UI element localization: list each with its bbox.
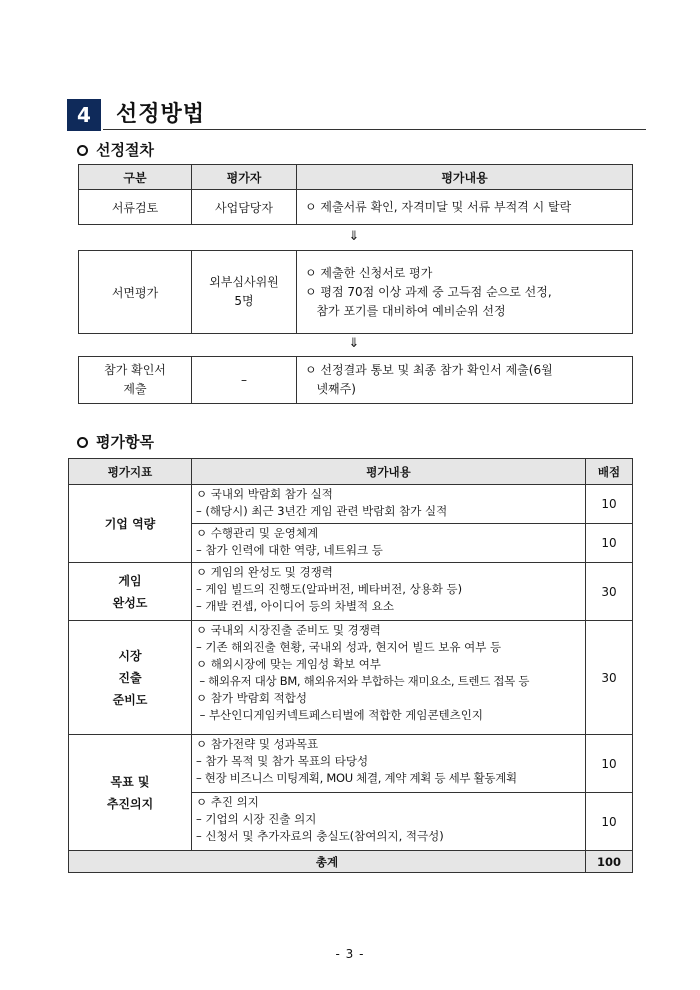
proc-category: 서면평가 bbox=[79, 251, 192, 334]
proc-content-line: 넷째주) bbox=[305, 382, 356, 396]
eval-score: 30 bbox=[586, 621, 633, 735]
section-number-badge: 4 bbox=[67, 99, 101, 131]
eval-total-score: 100 bbox=[586, 851, 633, 873]
down-arrow-icon: ⇓ bbox=[348, 336, 360, 351]
section-title: 선정방법 bbox=[116, 101, 206, 127]
eval-criteria bbox=[69, 563, 192, 621]
eval-line: – (해당시) 최근 3년간 게임 관련 박람회 참가 실적 bbox=[196, 504, 448, 518]
eval-criteria-line: 추진의지 bbox=[106, 796, 154, 811]
eval-content bbox=[192, 524, 586, 563]
eval-score: 10 bbox=[586, 735, 633, 793]
proc-evaluator-line: 외부심사위원 bbox=[209, 275, 279, 289]
down-arrow-icon: ⇓ bbox=[348, 229, 360, 244]
procedure-heading-text: 선정절차 bbox=[96, 141, 154, 159]
proc-content-line: 참가 포기를 대비하여 예비순위 선정 bbox=[305, 303, 506, 318]
proc-evaluator bbox=[192, 251, 297, 334]
procedure-table-2 bbox=[78, 250, 633, 334]
evaluation-heading-text: 평가항목 bbox=[96, 433, 154, 451]
eval-line: ㅇ 참가전략 및 성과목표 bbox=[196, 737, 319, 751]
proc-content-line: ㅇ 선정결과 통보 및 최종 참가 확인서 제출(6월 bbox=[305, 363, 553, 377]
page-number: - 3 - bbox=[335, 947, 365, 961]
eval-line: – 현장 비즈니스 미팅계획, MOU 체결, 계약 계획 등 세부 활동계획 bbox=[196, 771, 517, 785]
eval-line: – 기업의 시장 진출 의지 bbox=[196, 812, 317, 826]
proc-content-line: ㅇ 평점 70점 이상 과제 중 고득점 순으로 선정, bbox=[305, 284, 552, 299]
eval-line: ㅇ 국내외 시장진출 준비도 및 경쟁력 bbox=[196, 623, 381, 637]
circle-bullet-icon bbox=[77, 437, 88, 448]
eval-header-score: 배점 bbox=[586, 459, 633, 485]
eval-criteria-line: 시장 bbox=[118, 648, 142, 663]
header-category: 구분 bbox=[79, 165, 192, 190]
eval-total-label: 총계 bbox=[69, 851, 586, 873]
eval-score: 30 bbox=[586, 563, 633, 621]
eval-criteria: 기업 역량 bbox=[69, 485, 192, 563]
proc-evaluator: – bbox=[192, 357, 297, 404]
proc-category-line: 제출 bbox=[123, 382, 147, 396]
evaluation-table bbox=[68, 458, 633, 873]
evaluation-heading bbox=[77, 431, 154, 452]
circle-bullet-icon bbox=[77, 145, 88, 156]
header-content: 평가내용 bbox=[297, 165, 633, 190]
eval-line: ㅇ 해외시장에 맞는 게임성 확보 여부 bbox=[196, 657, 381, 671]
proc-content bbox=[297, 251, 633, 334]
eval-line: – 기존 해외진출 현황, 국내외 성과, 현지어 빌드 보유 여부 등 bbox=[196, 640, 502, 654]
section-title-rule bbox=[103, 129, 646, 130]
procedure-heading bbox=[77, 139, 154, 160]
eval-line: – 참가 인력에 대한 역량, 네트워크 등 bbox=[196, 543, 383, 557]
eval-header-criteria: 평가지표 bbox=[69, 459, 192, 485]
eval-criteria-line: 게임 bbox=[118, 573, 142, 588]
eval-score: 10 bbox=[586, 524, 633, 563]
proc-category: 서류검토 bbox=[79, 190, 192, 225]
proc-evaluator: 사업담당자 bbox=[192, 190, 297, 225]
eval-criteria bbox=[69, 735, 192, 851]
proc-category-line: 참가 확인서 bbox=[104, 363, 166, 377]
eval-line: ㅇ 국내외 박람회 참가 실적 bbox=[196, 487, 333, 501]
eval-line: ㅇ 게임의 완성도 및 경쟁력 bbox=[196, 565, 333, 579]
eval-criteria-line: 준비도 bbox=[112, 692, 148, 707]
header-evaluator: 평가자 bbox=[192, 165, 297, 190]
proc-content-line: ㅇ 제출서류 확인, 자격미달 및 서류 부적격 시 탈락 bbox=[297, 190, 633, 225]
eval-line: – 개발 컨셉, 아이디어 등의 차별적 요소 bbox=[196, 599, 394, 613]
eval-content bbox=[192, 563, 586, 621]
eval-line: ㅇ 참가 박람회 적합성 bbox=[196, 691, 307, 705]
eval-content bbox=[192, 485, 586, 524]
eval-line: – 해외유저 대상 BM, 해외유저와 부합하는 재미요소, 트렌드 접목 등 bbox=[196, 674, 530, 688]
proc-category bbox=[79, 357, 192, 404]
proc-content-line: ㅇ 제출한 신청서로 평가 bbox=[305, 265, 433, 280]
eval-line: – 게임 빌드의 진행도(알파버전, 베타버전, 상용화 등) bbox=[196, 582, 463, 596]
procedure-table-3 bbox=[78, 356, 633, 404]
eval-criteria-line: 완성도 bbox=[112, 595, 148, 610]
eval-header-content: 평가내용 bbox=[192, 459, 586, 485]
proc-content bbox=[297, 357, 633, 404]
proc-evaluator-line: 5명 bbox=[234, 294, 254, 308]
eval-line: – 부산인디게임커넥트페스티벌에 적합한 게임콘텐츠인지 bbox=[196, 708, 483, 722]
eval-criteria-line: 진출 bbox=[118, 670, 142, 685]
eval-content bbox=[192, 735, 586, 793]
procedure-table-1 bbox=[78, 164, 633, 225]
eval-line: ㅇ 수행관리 및 운영체계 bbox=[196, 526, 319, 540]
eval-line: – 신청서 및 추가자료의 충실도(참여의지, 적극성) bbox=[196, 829, 444, 843]
eval-score: 10 bbox=[586, 793, 633, 851]
eval-criteria-line: 목표 및 bbox=[110, 774, 150, 789]
eval-score: 10 bbox=[586, 485, 633, 524]
eval-content bbox=[192, 621, 586, 735]
eval-content bbox=[192, 793, 586, 851]
eval-criteria bbox=[69, 621, 192, 735]
eval-line: – 참가 목적 및 참가 목표의 타당성 bbox=[196, 754, 369, 768]
eval-line: ㅇ 추진 의지 bbox=[196, 795, 259, 809]
